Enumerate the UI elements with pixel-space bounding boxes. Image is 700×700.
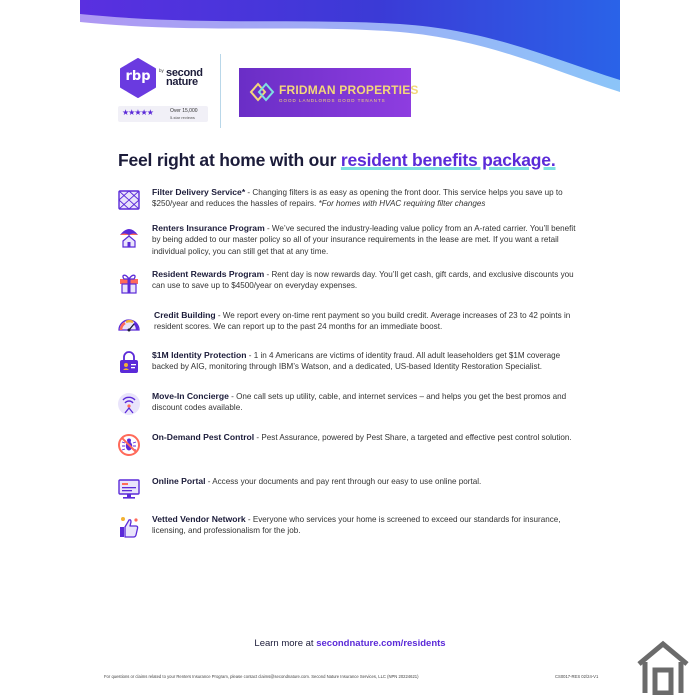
fridman-diamond-icon	[249, 81, 275, 103]
footer-document-code: CS0017-RES 02/24-V1	[555, 674, 599, 679]
rbp-by: by	[159, 68, 164, 73]
benefit-separator: -	[246, 351, 254, 360]
partner-tagline: GOOD LANDLORDS GOOD TENANTS	[279, 98, 386, 103]
footer-disclaimer: For questions or claims related to your Renters Insurance Program, please contact claims@secondnature.com. Second Nature Insurance Services, LLC (NPN 20224621)	[104, 674, 419, 679]
reviews-count: Over 15,000	[170, 108, 198, 114]
learn-more-lead: Learn more at	[254, 638, 317, 649]
gift-icon	[116, 269, 142, 295]
benefit-separator: -	[215, 311, 223, 320]
identity-lock-icon	[116, 350, 142, 376]
reviews-label: 5-star reviews	[170, 115, 195, 120]
umbrella-house-icon	[116, 223, 142, 249]
benefit-separator: -	[205, 477, 213, 486]
learn-more-link[interactable]: secondnature.com/residents	[316, 638, 446, 649]
benefit-separator: -	[228, 392, 237, 401]
learn-more-line	[80, 638, 620, 649]
portal-monitor-icon	[116, 476, 142, 502]
home-outline-icon	[635, 640, 691, 695]
benefit-body: Access your documents and pay rent through our easy to use online portal.	[212, 477, 482, 486]
star-rating-icon: ★★★★★	[122, 108, 153, 117]
benefit-body: We’ve secured the industry-leading value policy from an A-rated carrier. You’ll benefit by being added to our master policy so all of your insurance requirements in the lease are met. If you want a retail individual policy, you can still get that at any time.	[152, 224, 576, 256]
partner-name: FRIDMAN PROPERTIES	[279, 83, 419, 97]
benefit-separator: -	[245, 188, 253, 197]
benefit-title: Resident Rewards Program	[152, 269, 265, 279]
thumbs-up-icon	[116, 514, 142, 540]
benefit-title-mark: *	[241, 187, 246, 197]
headline-highlight: resident benefits package.	[340, 150, 556, 170]
second-nature-wordmark: second nature	[166, 67, 203, 88]
benefit-body: Everyone who services your home is screened to exceed our standards for insurance, licensing, and professionalism for the job.	[152, 515, 561, 536]
reviews-badge	[118, 106, 208, 122]
benefit-title: Online Portal	[152, 476, 206, 486]
logo-divider	[220, 54, 221, 128]
benefit-separator: -	[245, 515, 253, 524]
benefit-separator: -	[264, 224, 272, 233]
benefit-body: One call sets up utility, cable, and internet services – and helps you get the best promos and discount codes available.	[152, 392, 567, 413]
concierge-signal-icon	[116, 391, 142, 417]
fridman-properties-logo	[239, 68, 419, 117]
benefit-body: We report every on-time rent payment so you build credit. Average increases of 23 to 42 points in resident scores. We can report up to the past 24 months for an immediate boost.	[154, 311, 571, 332]
page-headline	[118, 150, 556, 171]
benefit-separator: -	[254, 433, 262, 442]
benefit-separator: -	[264, 270, 272, 279]
benefit-body: Rent day is now rewards day. You’ll get cash, gift cards, and exclusive discounts you can use to save up to $4500/year on everyday expenses.	[152, 270, 574, 291]
benefit-title: $1M Identity Protection	[152, 350, 247, 360]
rbp-mark: rbp	[125, 69, 151, 84]
benefit-body: Pest Assurance, powered by Pest Share, a targeted and effective pest control solution.	[261, 433, 572, 442]
benefit-title: Credit Building	[154, 310, 216, 320]
credit-gauge-icon	[116, 310, 142, 336]
benefit-title: On-Demand Pest Control	[152, 432, 255, 442]
flyer-page	[80, 0, 620, 700]
benefit-title: Renters Insurance Program	[152, 223, 265, 233]
benefit-body: 1 in 4 Americans are victims of identity fraud. All adult leaseholders get $1M coverage backed by AIG, monitoring through IBM’s Watson, and a dedicated, US-based Identity Restoration Specialist.	[152, 351, 561, 372]
headline-lead: Feel right at home with our	[118, 150, 341, 170]
filter-icon	[116, 187, 142, 213]
benefit-title: Move-In Concierge	[152, 391, 229, 401]
benefit-title: Filter Delivery Service	[152, 187, 242, 197]
benefit-body: Changing filters is as easy as opening the front door. This service helps you save up to $250/year and reduces the hassles of repairs.	[152, 188, 563, 209]
benefit-title: Vetted Vendor Network	[152, 514, 246, 524]
no-pest-icon	[116, 432, 142, 458]
rbp-second-nature-logo	[118, 58, 210, 124]
benefit-note: *For homes with HVAC requiring filter changes	[318, 199, 486, 209]
